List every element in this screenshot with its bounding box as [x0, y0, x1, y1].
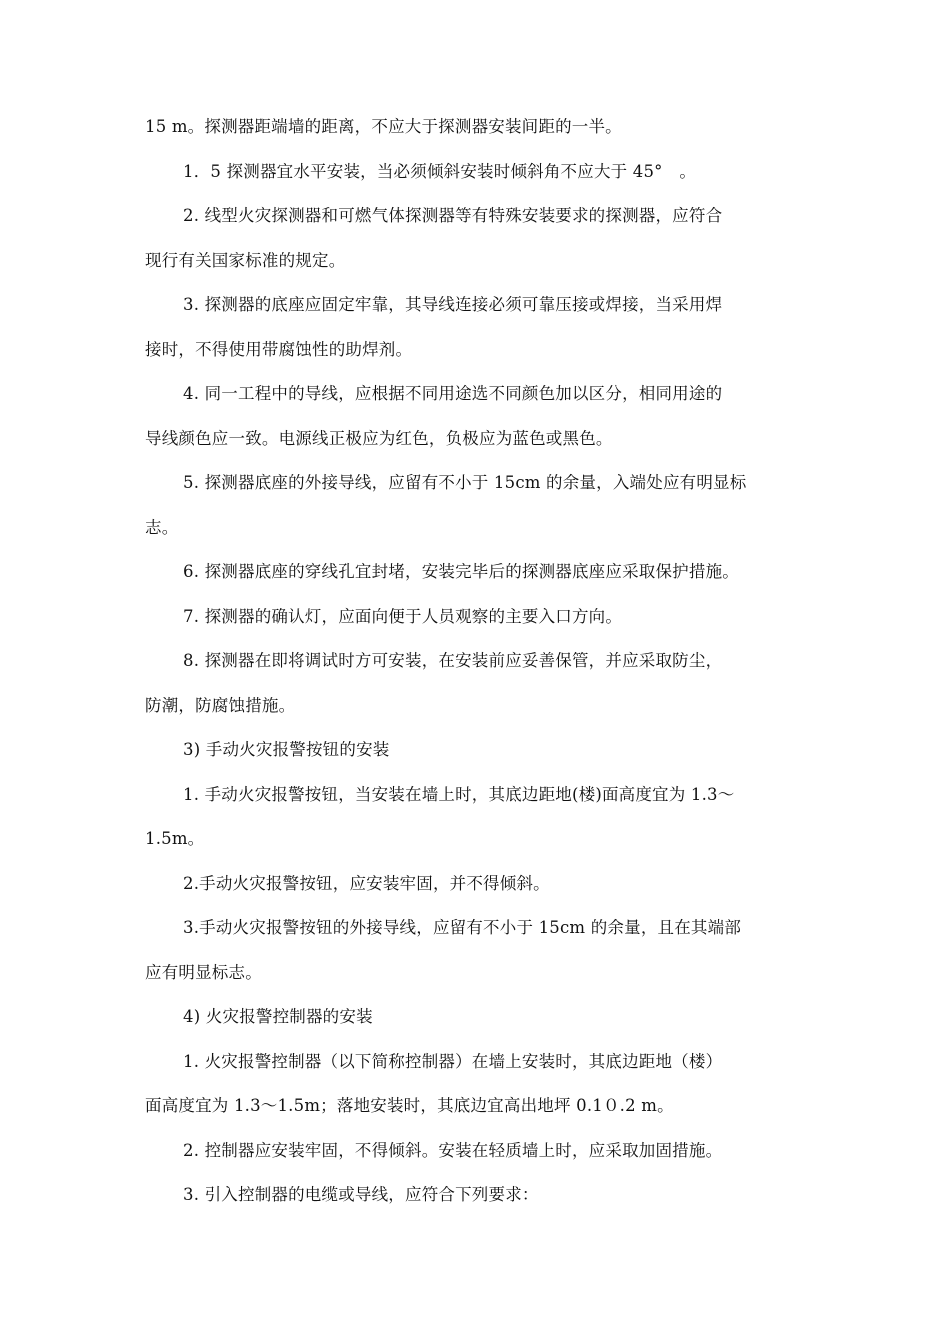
- text-line: 5. 探测器底座的外接导线，应留有不小于 15cm 的余量，入端处应有明显标: [183, 473, 747, 492]
- text-line: 2. 线型火灾探测器和可燃气体探测器等有特殊安装要求的探测器，应符合: [183, 206, 723, 225]
- text-line: 面高度宜为 1.3～1.5m；落地安装时，其底边宜高出地坪 0.1０.2 m。: [145, 1096, 674, 1115]
- text-line: 2. 控制器应安装牢固，不得倾斜。安装在轻质墙上时，应采取加固措施。: [183, 1140, 723, 1160]
- text-line: 志。: [145, 517, 179, 537]
- text-line: 3. 探测器的底座应固定牢靠，其导线连接必须可靠压接或焊接，当采用焊: [183, 295, 723, 314]
- text-line: 4. 同一工程中的导线，应根据不同用途选不同颜色加以区分，相同用途的: [183, 384, 723, 403]
- section-heading: 3) 手动火灾报警按钮的安装: [183, 740, 390, 759]
- text-line: 接时，不得使用带腐蚀性的助焊剂。: [145, 339, 413, 359]
- text-line: 3.手动火灾报警按钮的外接导线，应留有不小于 15cm 的余量，且在其端部: [183, 918, 742, 937]
- text-line: 7. 探测器的确认灯，应面向便于人员观察的主要入口方向。: [183, 606, 623, 626]
- text-line: 现行有关国家标准的规定。: [145, 250, 346, 270]
- text-line: 6. 探测器底座的穿线孔宜封堵，安装完毕后的探测器底座应采取保护措施。: [183, 562, 739, 581]
- section-heading: 4) 火灾报警控制器的安装: [183, 1007, 373, 1026]
- text-line: 15 m。探测器距端墙的距离，不应大于探测器安装间距的一半。: [145, 117, 622, 136]
- text-line: 1. 手动火灾报警按钮，当安装在墙上时，其底边距地(楼)面高度宜为 1.3～: [183, 784, 735, 804]
- text-line: 2.手动火灾报警按钮，应安装牢固，并不得倾斜。: [183, 873, 550, 893]
- text-line: 应有明显标志。: [145, 962, 262, 982]
- text-line: 1. 火灾报警控制器（以下简称控制器）在墙上安装时，其底边距地（楼）: [183, 1051, 723, 1071]
- text-line: 防潮，防腐蚀措施。: [145, 695, 296, 715]
- text-line: 8. 探测器在即将调试时方可安装，在安装前应妥善保管，并应采取防尘，: [183, 651, 723, 670]
- text-line: 1．5 探测器宜水平安装，当必须倾斜安装时倾斜角不应大于 45° 。: [183, 161, 697, 181]
- text-line: 3. 引入控制器的电缆或导线，应符合下列要求：: [183, 1185, 539, 1204]
- document-body: [145, 110, 810, 1223]
- text-line: 导线颜色应一致。电源线正极应为红色，负极应为蓝色或黑色。: [145, 428, 613, 448]
- text-line: 1.5m。: [145, 829, 205, 848]
